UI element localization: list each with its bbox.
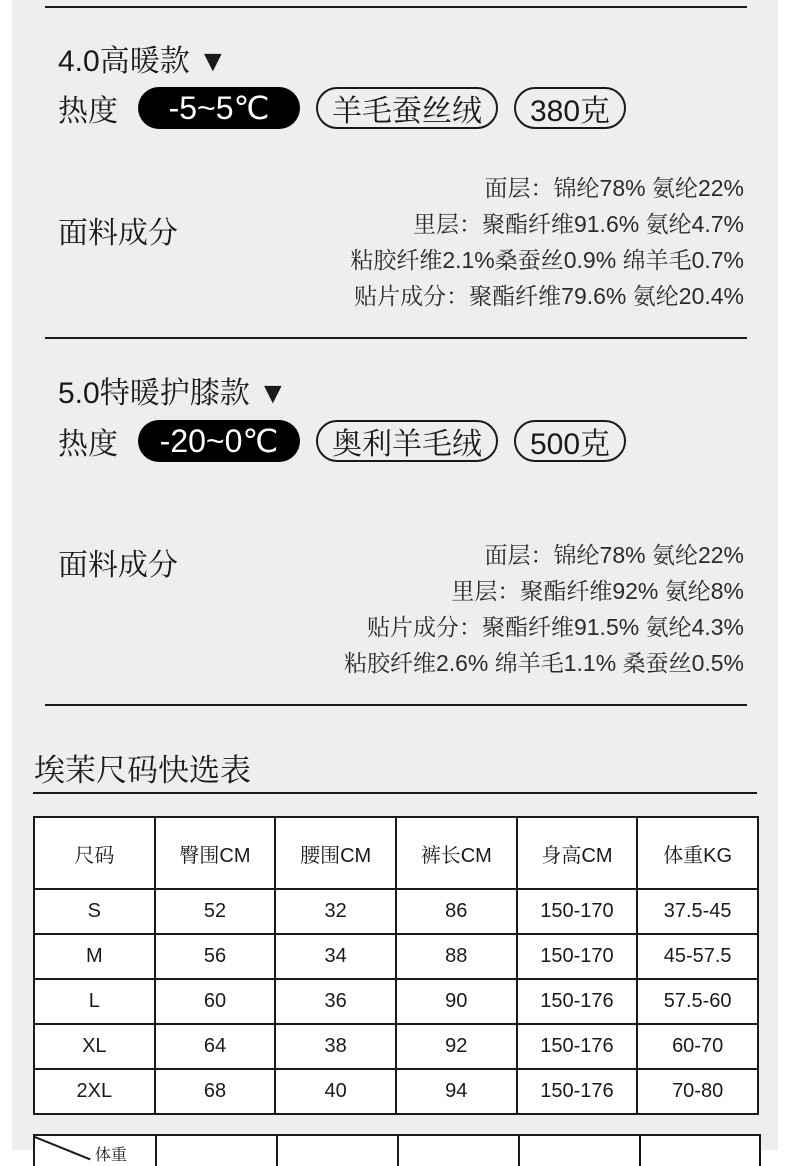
table-row xyxy=(34,1069,758,1114)
fabric-label: 面料成分 xyxy=(58,549,178,582)
heat-row xyxy=(58,419,626,463)
table-cell: 88 xyxy=(396,934,517,979)
table-cell: 64 xyxy=(155,1024,276,1069)
secondary-size-table xyxy=(33,1134,761,1166)
table-row xyxy=(34,934,758,979)
fabric-line: 粘胶纤维2.6% 绵羊毛1.1% 桑蚕丝0.5% xyxy=(343,650,744,676)
table-cell: 32 xyxy=(275,889,396,934)
table-cell: 57.5-60 xyxy=(637,979,758,1024)
header-diagonal xyxy=(34,1136,90,1160)
table-cell: 60-70 xyxy=(637,1024,758,1069)
table-cell: 2XL xyxy=(34,1069,155,1114)
heat-label: 热度 xyxy=(58,428,118,461)
table-cell: 38 xyxy=(275,1024,396,1069)
size-table xyxy=(33,816,759,1115)
table-cell: 150-176 xyxy=(517,1069,638,1114)
fabric-line: 贴片成分：聚酯纤维91.5% 氨纶4.3% xyxy=(366,614,744,640)
size-chart-title: 埃茉尺码快选表 xyxy=(34,753,251,788)
heat-row xyxy=(58,86,626,130)
temperature-badge: -5~5℃ xyxy=(138,87,300,129)
model-title[interactable]: 5.0特暖护膝款 ▼ xyxy=(58,377,288,410)
material-badge: 羊毛蚕丝绒 xyxy=(316,87,498,129)
table-row xyxy=(34,1024,758,1069)
fabric-composition xyxy=(350,170,744,314)
table-cell: S xyxy=(34,889,155,934)
table-cell: 94 xyxy=(396,1069,517,1114)
table-cell: 40 xyxy=(275,1069,396,1114)
table-cell: 45-57.5 xyxy=(637,934,758,979)
table-cell: M xyxy=(34,934,155,979)
table-cell: 34 xyxy=(275,934,396,979)
column-divider xyxy=(397,1136,399,1166)
header-size: 尺码 xyxy=(34,817,155,889)
fabric-composition xyxy=(344,537,744,681)
table-row xyxy=(34,979,758,1024)
table-header-row xyxy=(34,817,758,889)
table-cell: 60 xyxy=(155,979,276,1024)
model-title[interactable]: 4.0高暖款 ▼ xyxy=(58,45,228,78)
header-height: 身高CM xyxy=(517,817,638,889)
divider-top xyxy=(45,6,747,8)
table-cell: 36 xyxy=(275,979,396,1024)
fabric-label: 面料成分 xyxy=(58,217,178,250)
size-chart-underline xyxy=(33,792,757,794)
fabric-line: 里层：聚酯纤维91.6% 氨纶4.7% xyxy=(412,211,744,237)
table-cell: 68 xyxy=(155,1069,276,1114)
heat-label: 热度 xyxy=(58,95,118,128)
table-cell: 52 xyxy=(155,889,276,934)
table-cell: 150-170 xyxy=(517,934,638,979)
table-cell: XL xyxy=(34,1024,155,1069)
weight-badge: 380克 xyxy=(514,87,626,129)
table-cell: 92 xyxy=(396,1024,517,1069)
column-divider xyxy=(155,1136,157,1166)
fabric-line: 里层：聚酯纤维92% 氨纶8% xyxy=(451,578,744,604)
table-cell: 70-80 xyxy=(637,1069,758,1114)
table-cell: 150-176 xyxy=(517,979,638,1024)
header-waist: 腰围CM xyxy=(275,817,396,889)
table-cell: 86 xyxy=(396,889,517,934)
header-weight: 体重KG xyxy=(637,817,758,889)
column-divider xyxy=(639,1136,641,1166)
column-divider xyxy=(518,1136,520,1166)
table-cell: 90 xyxy=(396,979,517,1024)
column-divider xyxy=(759,1136,761,1166)
column-divider xyxy=(276,1136,278,1166)
table-cell: 150-176 xyxy=(517,1024,638,1069)
weight-badge: 500克 xyxy=(514,420,626,462)
divider-bottom xyxy=(45,704,747,706)
header-hip: 臀围CM xyxy=(155,817,276,889)
header-length: 裤长CM xyxy=(396,817,517,889)
table-row xyxy=(34,889,758,934)
fabric-line: 面层：锦纶78% 氨纶22% xyxy=(484,175,744,201)
fabric-line: 贴片成分：聚酯纤维79.6% 氨纶20.4% xyxy=(354,283,744,309)
table-cell: L xyxy=(34,979,155,1024)
temperature-badge: -20~0℃ xyxy=(138,420,300,462)
table-cell: 150-170 xyxy=(517,889,638,934)
material-badge: 奥利羊毛绒 xyxy=(316,420,498,462)
corner-header-label: 体重 xyxy=(95,1147,128,1164)
fabric-line: 粘胶纤维2.1%桑蚕丝0.9% 绵羊毛0.7% xyxy=(350,247,744,273)
divider-middle xyxy=(45,337,747,339)
fabric-line: 面层：锦纶78% 氨纶22% xyxy=(484,542,744,568)
table-cell: 56 xyxy=(155,934,276,979)
table-cell: 37.5-45 xyxy=(637,889,758,934)
